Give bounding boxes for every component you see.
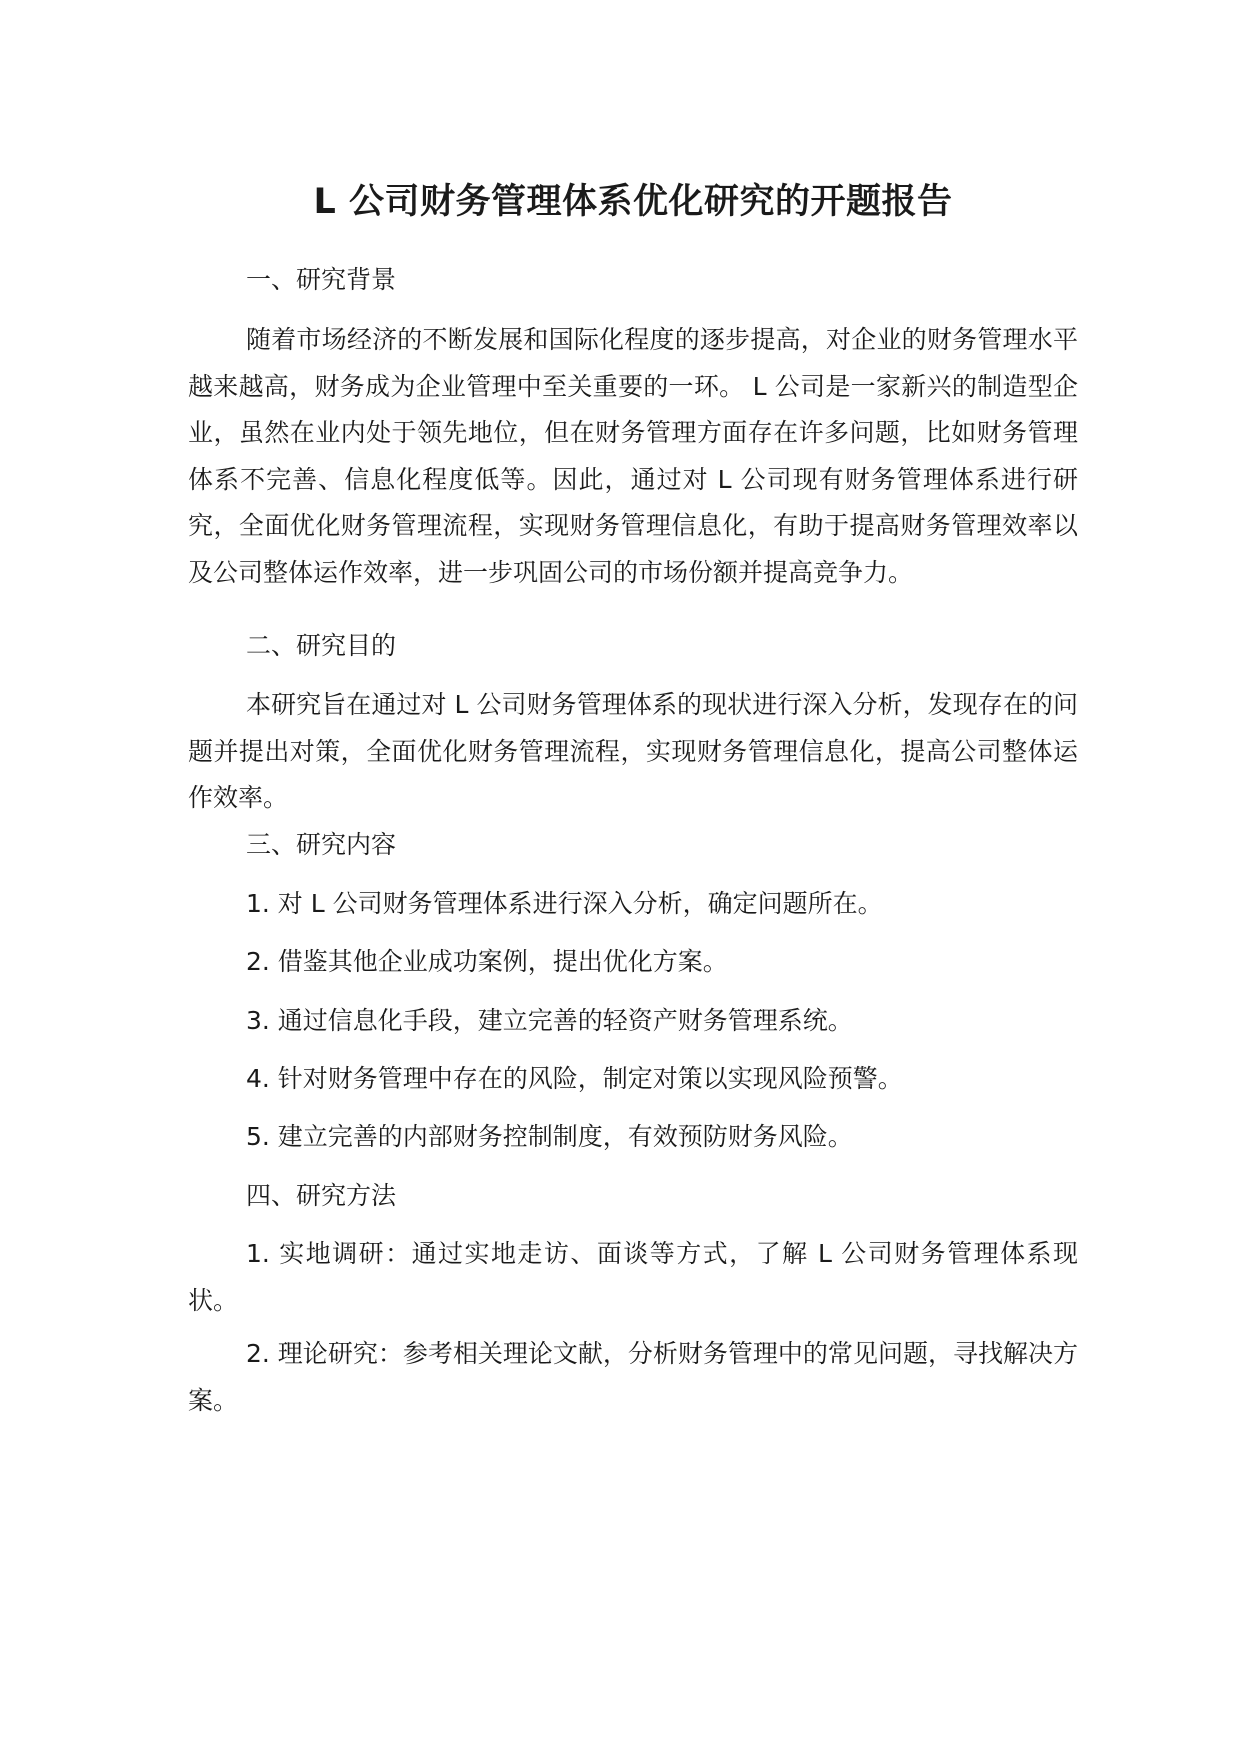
purpose-paragraph: 本研究旨在通过对 L 公司财务管理体系的现状进行深入分析，发现存在的问题并提出对策，全面优化财务管理流程，实现财务管理信息化，提高公司整体运作效率。 (188, 690, 1078, 812)
section-heading-purpose: 二、研究目的 (246, 631, 397, 660)
background-paragraph: 随着市场经济的不断发展和国际化程度的逐步提高，对企业的财务管理水平越来越高，财务成为企业管理中至关重要的一环。 L 公司是一家新兴的制造型企业，虽然在业内处于领先地位，但在财务管理方面存在许多问题，比如财务管理体系不完善、信息化程度低等。因此，通过对 L 公司现有财务管理体系进行研究，全面优化财务管理流程，实现财务管理信息化，有助于提高财务管理效率以及公司整体运作效率，进一步巩固公司的市场份额并提高竞争力。 (188, 325, 1078, 587)
content-item-3: 3. 通过信息化手段，建立完善的轻资产财务管理系统。 (246, 1006, 853, 1035)
section-heading-background: 一、研究背景 (246, 265, 397, 294)
section-heading-content: 三、研究内容 (246, 830, 397, 859)
content-item-2: 2. 借鉴其他企业成功案例，提出优化方案。 (246, 947, 728, 976)
content-item-1: 1. 对 L 公司财务管理体系进行深入分析，确定问题所在。 (246, 889, 883, 918)
section-heading-methods: 四、研究方法 (246, 1181, 397, 1210)
document-page (188, 0, 1078, 1754)
method-paragraph-2: 2. 理论研究：参考相关理论文献，分析财务管理中的常见问题，寻找解决方案。 (188, 1339, 1078, 1415)
content-item-4: 4. 针对财务管理中存在的风险，制定对策以实现风险预警。 (246, 1064, 903, 1093)
content-item-5: 5. 建立完善的内部财务控制制度，有效预防财务风险。 (246, 1122, 853, 1151)
method-paragraph-1: 1. 实地调研：通过实地走访、面谈等方式，了解 L 公司财务管理体系现状。 (188, 1239, 1078, 1315)
document-title: L 公司财务管理体系优化研究的开题报告 (313, 182, 953, 222)
